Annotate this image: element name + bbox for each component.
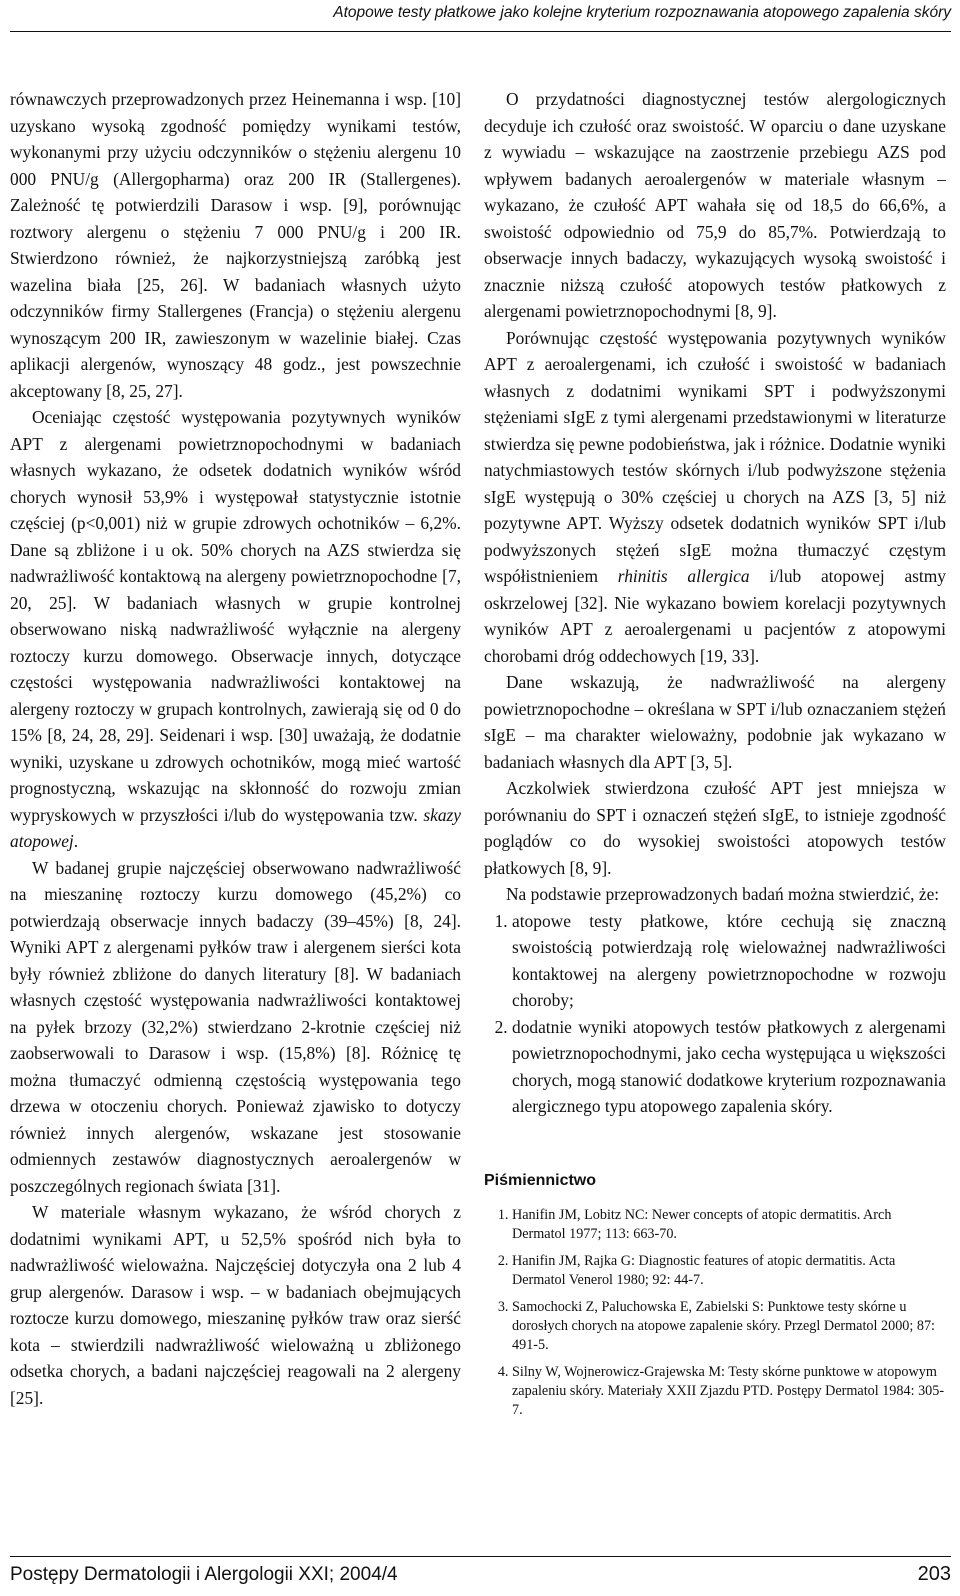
body-paragraph — [484, 325, 946, 670]
body-paragraph: Aczkolwiek stwierdzona czułość APT jest mniejsza w porównaniu do SPT i oznaczeń stężeń sIgE, to istnieje zgodność poglądów co do wysokiej swoistości atopowych testów płatkowych [8, 9]. — [484, 778, 946, 878]
reference-item: 2. Hanifin JM, Rajka G: Diagnostic features of atopic dermatitis. Acta Dermatol Venerol 1980; 92: 44-7. — [512, 1252, 946, 1290]
italic-term: rhinitis allergica — [617, 566, 750, 586]
body-paragraph: Na podstawie przeprowadzonych badań można stwierdzić, że: — [506, 884, 940, 904]
journal-citation: Postępy Dermatologii i Alergologii XXI; 2004/4 — [10, 1564, 398, 1585]
reference-item: 3. Samochocki Z, Paluchowska E, Zabielski S: Punktowe testy skórne u dorosłych chorych na atopowe zapalenie skóry. Przegl Dermatol 2000; 87: 491-5. — [512, 1298, 946, 1355]
body-paragraph: O przydatności diagnostycznej testów alergologicznych decyduje ich czułość oraz swoistość. W oparciu o dane uzyskane z wywiadu – wskazujące na zaostrzenie przebiegu AZS pod wpływem badanych aeroalergenów w materiale własnym – wykazano, że czułość APT wahała się od 18,5 do 66,6%, a swoistość odpowiednio od 75,9 do 85,7%. Potwierdzają to obserwacje innych badaczy, wykazujących wysoką swoistość i znacznie niższą czułość atopowych testów płatkowych z alergenami powietrznopochodnymi [8, 9]. — [484, 89, 946, 321]
italic-term: skazy atopowej — [10, 804, 461, 851]
conclusion-item: 2. dodatnie wyniki atopowych testów płatkowych z alergenami powietrznopochodnymi, jako cecha występująca u większości chorych, mogą stanowić dodatkowe kryterium rozpoznawania alergicznego typu atopowego zapalenia skóry. — [512, 1014, 946, 1120]
reference-item: 1. Hanifin JM, Lobitz NC: Newer concepts of atopic dermatitis. Arch Dermatol 1977; 113: 663-70. — [512, 1206, 946, 1244]
right-column — [484, 86, 946, 1428]
conclusions-list — [484, 908, 946, 1120]
page-footer — [10, 1556, 951, 1587]
references-heading: Piśmiennictwo — [484, 1171, 597, 1189]
page-number: 203 — [917, 1563, 951, 1585]
body-paragraph: Dane wskazują, że nadwrażliwość na alergeny powietrznopochodne – określana w SPT i/lub oznaczaniem stężeń sIgE – ma charakter wieloważny, podobnie jak wykazano w badaniach własnych dla APT [3, 5]. — [484, 672, 946, 772]
conclusion-item: 1. atopowe testy płatkowe, które cechują się znaczną swoistością potwierdzają rolę wieloważnej nadwrażliwości kontaktowej na alergeny powietrznopochodne w rozwoju choroby; — [512, 908, 946, 1014]
body-paragraph: W badanej grupie najczęściej obserwowano nadwrażliwość na mieszaninę roztoczy kurzu domowego (45,2%) co potwierdzają obserwacje innych badaczy (39–45%) [8, 24]. Wyniki APT z alergenami pyłków traw i alergenem sierści kota były również zbliżone do danych literatury [8]. W badaniach własnych częstość występowania nadwrażliwości kontaktowej na pyłek brzozy (32,2%) stwierdzano 2-krotnie częściej niż zaobserwowali to Darasow i wsp. (15,8%) [8]. Różnicę tę można tłumaczyć odmienną częstością występowania tego drzewa w otoczeniu chorych. Ponieważ zjawisko to dotyczy również innych alergenów, wskazane jest stosowanie odmiennych zestawów diagnostycznych aeroalergenów w poszczególnych regionach świata [31]. — [10, 857, 461, 1196]
paragraph-text: Oceniając częstość występowania pozytywnych wyników APT z alergenami powietrznopochodnymi w badaniach własnych wykazano, że odsetek dodatnich wyników wśród chorych wynosił 53,9% i występował statystycznie istotnie częściej (p<0,001) niż w grupie zdrowych ochotników – 6,2%. Dane są zbliżone i u ok. 50% chorych na AZS stwierdza się nadwrażliwość kontaktową na alergeny powietrznopochodne [7, 20, 25]. W badaniach własnych w grupie kontrolnej obserwowano niską nadwrażliwość wyłącznie na alergeny roztoczy kurzu domowego. Obserwacje innych, dotyczące częstości występowania nadwrażliwości kontaktowej na alergeny roztoczy w grupach kontrolnych, zawierają się od 0 do 15% [8, 24, 28, 29]. Seidenari i wsp. [30] uważają, że dodatnie wyniki, uzyskane u zdrowych ochotników, mogą mieć wartość prognostyczną, wskazując na skłonność do rozwoju zmian wypryskowych w przyszłości i/lub do występowania tzw. — [10, 407, 461, 825]
references-list — [484, 1206, 946, 1420]
body-paragraph: Oceniając częstość występowania pozytywnych wyników APT z alergenami powietrznopochodnymi w badaniach własnych wykazano, że odsetek dodatnich wyników wśród chorych wynosił 53,9% i występował statystycznie istotnie częściej (p<0,001) niż w grupie zdrowych ochotników – 6,2%. Dane są zbliżone i u ok. 50% chorych na AZS stwierdza się nadwrażliwość kontaktową na alergeny powietrznopochodne [7, 20, 25]. W badaniach własnych w grupie kontrolnej obserwowano niską nadwrażliwość wyłącznie na alergeny roztoczy kurzu domowego. Obserwacje innych, dotyczące częstości występowania nadwrażliwości kontaktowej na alergeny roztoczy w grupach kontrolnych, zawierają się od 0 do 15% [8, 24, 28, 29]. Seidenari i wsp. [30] uważają, że dodatnie wyniki, uzyskane u zdrowych ochotników, mogą mieć wartość prognostyczną, wskazując na skłonność do rozwoju zmian wypryskowych w przyszłości i/lub do występowania tzw. skazy atopowej. — [10, 407, 461, 851]
body-paragraph: równawczych przeprowadzonych przez Heinemanna i wsp. [10] uzyskano wysoką zgodność pomiędzy wynikami testów, wykonanymi przy użyciu odczynników o stężeniu alergenu 10 000 PNU/g (Allergopharma) oraz 200 IR (Stallergenes). Zależność tę potwierdzili Darasow i wsp. [9], porównując roztwory alergenu o stężeniu 7 000 PNU/g i 200 IR. Stwierdzono również, że najkorzystniejszą zaróbką jest wazelina biała [25, 26]. W badaniach własnych użyto odczynników firmy Stallergenes (Francja) o stężeniu alergenu wynoszącym 200 IR, zawieszonym w wazelinie białej. Czas aplikacji alergenów, wynoszący 48 godz., jest powszechnie akceptowany [8, 25, 27]. — [10, 89, 461, 401]
running-head: Atopowe testy płatkowe jako kolejne kryterium rozpoznawania atopowego zapalenia skóry — [10, 0, 951, 32]
reference-item: 4. Silny W, Wojnerowicz-Grajewska M: Testy skórne punktowe w atopowym zapaleniu skóry. Materiały XXII Zjazdu PTD. Postępy Dermatol 1984: 305-7. — [512, 1363, 946, 1420]
left-column — [10, 86, 461, 1411]
paragraph-text: Porównując częstość występowania pozytywnych wyników APT z aeroalergenami, ich czułość i swoistość w badaniach własnych z dodatnimi wynikami SPT i podwyższonymi stężeniami sIgE z tymi alergenami przedstawionymi w literaturze stwierdza się pewne podobieństwa, jak i różnice. Dodatnie wyniki natychmiastowych testów skórnych i/lub podwyższone stężenia sIgE występują o 30% częściej u chorych na AZS [3, 5] niż pozytywne APT. Wyższy odsetek dodatnich wyników SPT i/lub podwyższonych stężeń sIgE można tłumaczyć częstym współistnieniem — [484, 327, 946, 586]
paragraph-text: i/lub atopowej astmy oskrzelowej [32]. Nie wykazano bowiem korelacji pozytywnych wyników APT z aeroalergenami u pacjentów z atopowymi chorobami dróg oddechowych [19, 33]. — [484, 566, 946, 666]
body-paragraph: W materiale własnym wykazano, że wśród chorych z dodatnimi wynikami APT, u 52,5% spośród nich była to nadwrażliwość wieloważna. Najczęściej dotyczyła ona 2 lub 4 grup alergenów. Darasow i wsp. – w badaniach obejmujących roztocze kurzu domowego, mieszaninę pyłków traw oraz sierść kota – stwierdzili nadwrażliwość wieloważną u zbliżonego odsetka chorych, a badani najczęściej reagowali na 2 alergeny [25]. — [10, 1202, 461, 1408]
